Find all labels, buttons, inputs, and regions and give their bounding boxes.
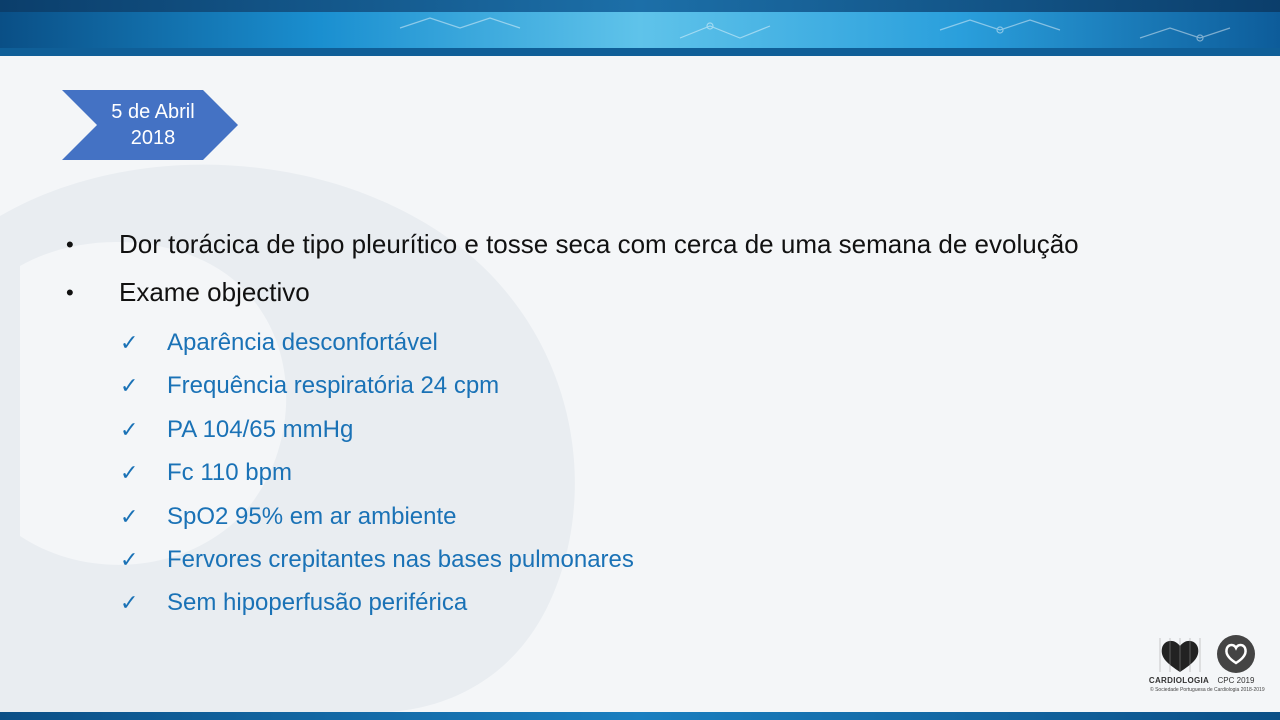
cpc-logo xyxy=(1216,634,1256,674)
checkmark-icon: ✓ xyxy=(120,460,139,486)
exam-item-text: Frequência respiratória 24 cpm xyxy=(167,372,500,400)
checkmark-icon: ✓ xyxy=(120,590,139,616)
exam-item-text: PA 104/65 mmHg xyxy=(167,415,354,443)
checkmark-icon: ✓ xyxy=(120,503,139,529)
bullet-text: Dor torácica de tipo pleurítico e tosse seca com cerca de uma semana de evolução xyxy=(119,229,1079,259)
header-bottom-line xyxy=(0,48,1280,56)
exam-item-text: Fervores crepitantes nas bases pulmonares xyxy=(167,545,634,573)
exam-item-text: Aparência desconfortável xyxy=(167,329,438,356)
checkmark-icon: ✓ xyxy=(120,546,139,572)
copyright-text: © Sociedade Portuguesa de Cardiologia 2018-2019 xyxy=(1150,687,1265,693)
date-year: 2018 xyxy=(130,127,176,149)
checkmark-icon: ✓ xyxy=(120,416,139,442)
header-banner xyxy=(0,0,1280,56)
bullet-text: Exame objectivo xyxy=(119,277,310,307)
date-day-month: 5 de Abril xyxy=(111,101,195,123)
cpc-logo-text: CPC 2019 xyxy=(1217,676,1255,685)
checkmark-icon: ✓ xyxy=(120,373,139,399)
checkmark-icon: ✓ xyxy=(120,330,139,355)
date-text xyxy=(92,99,214,151)
spc-logo-text: CARDIOLOGIA xyxy=(1148,676,1210,685)
footer-band xyxy=(0,712,1280,720)
date-badge xyxy=(62,90,238,160)
bullet-dot-icon: • xyxy=(66,232,74,257)
exam-item-text: SpO2 95% em ar ambiente xyxy=(167,502,457,530)
molecule-pattern xyxy=(380,8,1280,52)
exam-item-text: Sem hipoperfusão periférica xyxy=(167,589,468,617)
exam-item-text: Fc 110 bpm xyxy=(167,459,292,487)
bullet-dot-icon: • xyxy=(66,280,74,305)
